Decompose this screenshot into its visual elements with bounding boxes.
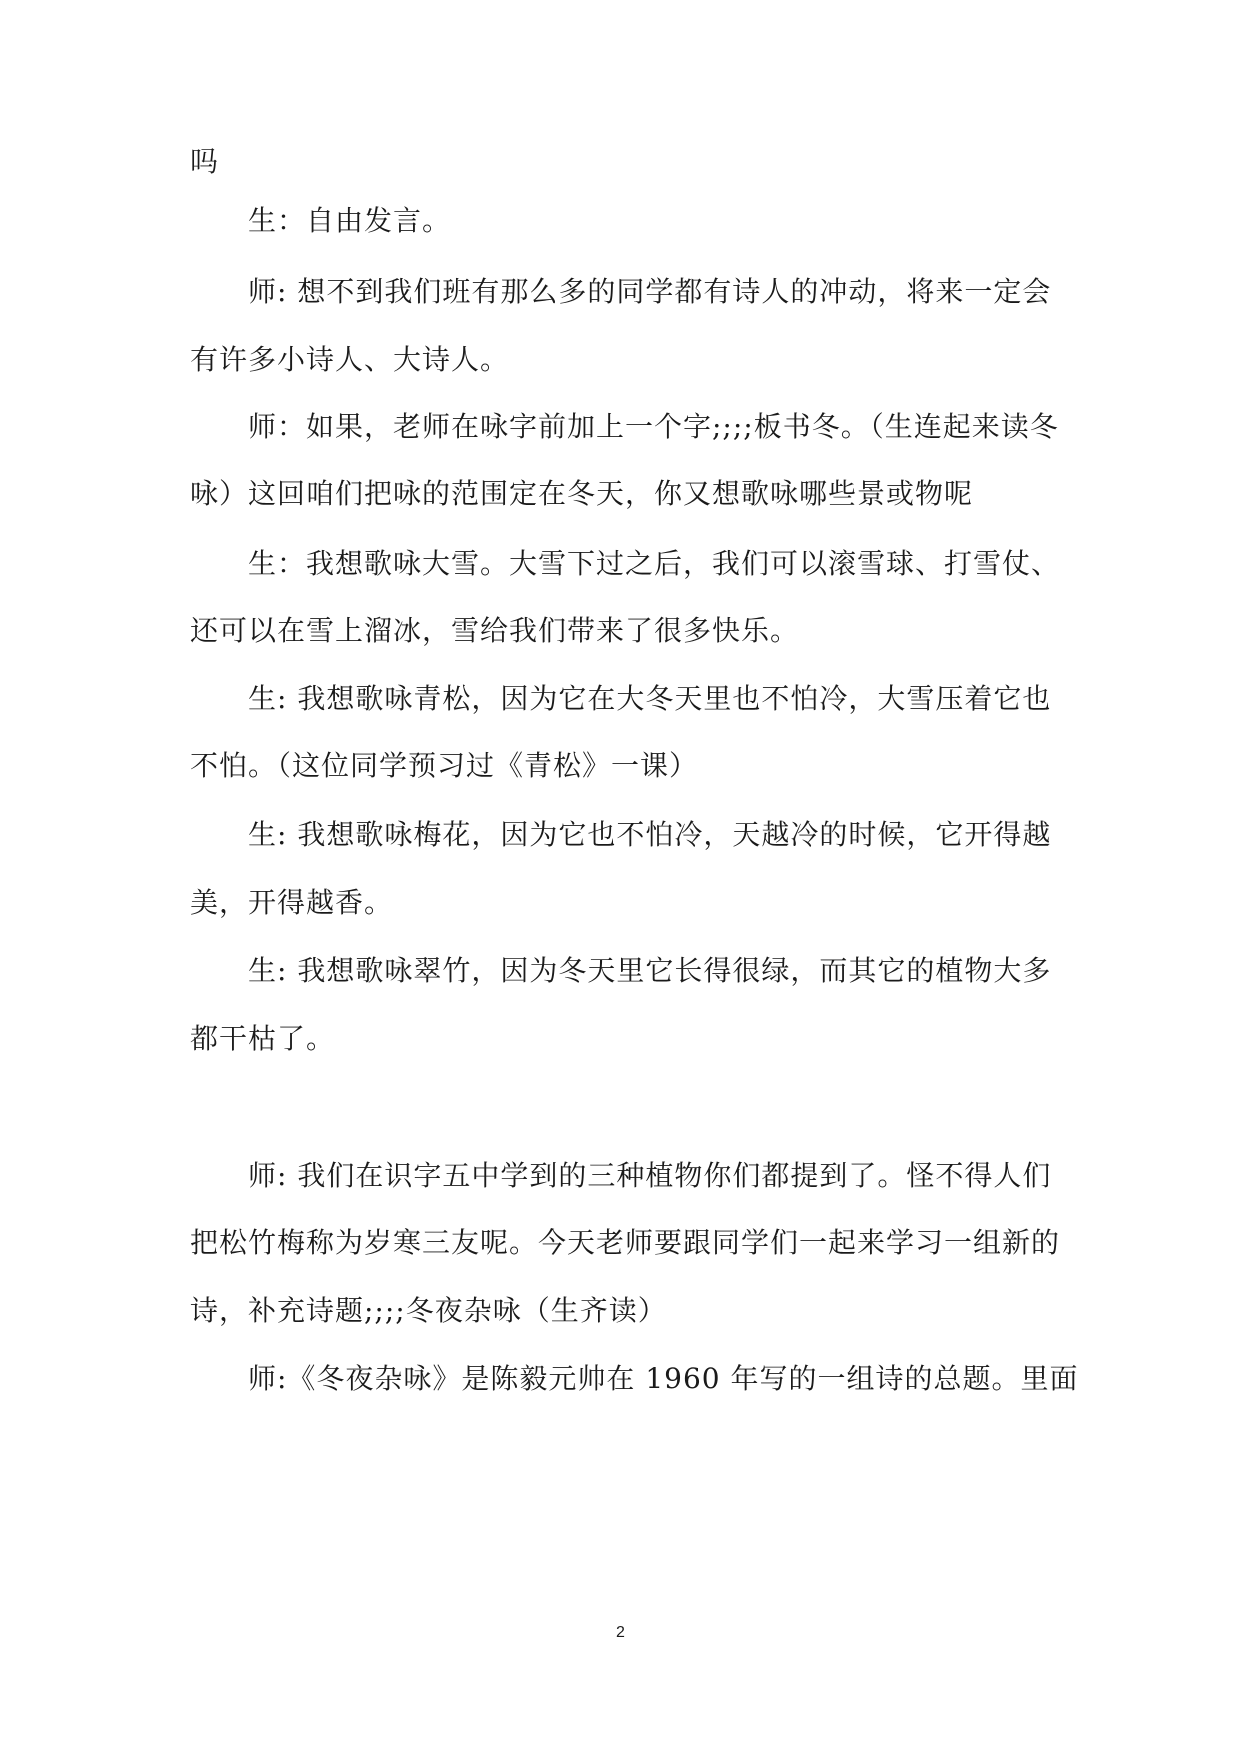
- text-line: 生: 我想歌咏翠竹，因为冬天里它长得很绿，而其它的植物大多: [248, 954, 1052, 987]
- text-line: 把松竹梅称为岁寒三友呢。今天老师要跟同学们一起来学习一组新的: [190, 1226, 1061, 1259]
- text-line: 师:《冬夜杂咏》是陈毅元帅在 1960 年写的一组诗的总题。里面: [248, 1362, 1079, 1395]
- text-line: 吗: [190, 145, 220, 178]
- page-number: 2: [616, 1624, 625, 1641]
- text-line: 生：自由发言。: [248, 204, 452, 237]
- text-line: 师：如果，老师在咏字前加上一个字;;;;板书冬。（生连起来读冬: [248, 410, 1059, 443]
- text-line: 生：我想歌咏大雪。大雪下过之后，我们可以滚雪球、打雪仗、: [248, 547, 1061, 580]
- text-line: 师: 我们在识字五中学到的三种植物你们都提到了。怪不得人们: [248, 1159, 1052, 1192]
- text-line: 师: 想不到我们班有那么多的同学都有诗人的冲动，将来一定会: [248, 275, 1052, 308]
- text-line: 美，开得越香。: [190, 886, 394, 919]
- text-line: 不怕。（这位同学预习过《青松》一课）: [190, 749, 699, 782]
- text-line: 还可以在雪上溜冰，雪给我们带来了很多快乐。: [190, 614, 800, 647]
- text-line: 咏）这回咱们把咏的范围定在冬天，你又想歌咏哪些景或物呢: [190, 477, 974, 510]
- text-line: 有许多小诗人、大诗人。: [190, 343, 510, 376]
- text-line: 生: 我想歌咏青松，因为它在大冬天里也不怕冷，大雪压着它也: [248, 682, 1052, 715]
- text-line: 生: 我想歌咏梅花，因为它也不怕冷，天越冷的时候，它开得越: [248, 818, 1052, 851]
- text-line: 都干枯了。: [190, 1022, 336, 1055]
- text-line: 诗，补充诗题;;;;冬夜杂咏（生齐读）: [190, 1294, 667, 1327]
